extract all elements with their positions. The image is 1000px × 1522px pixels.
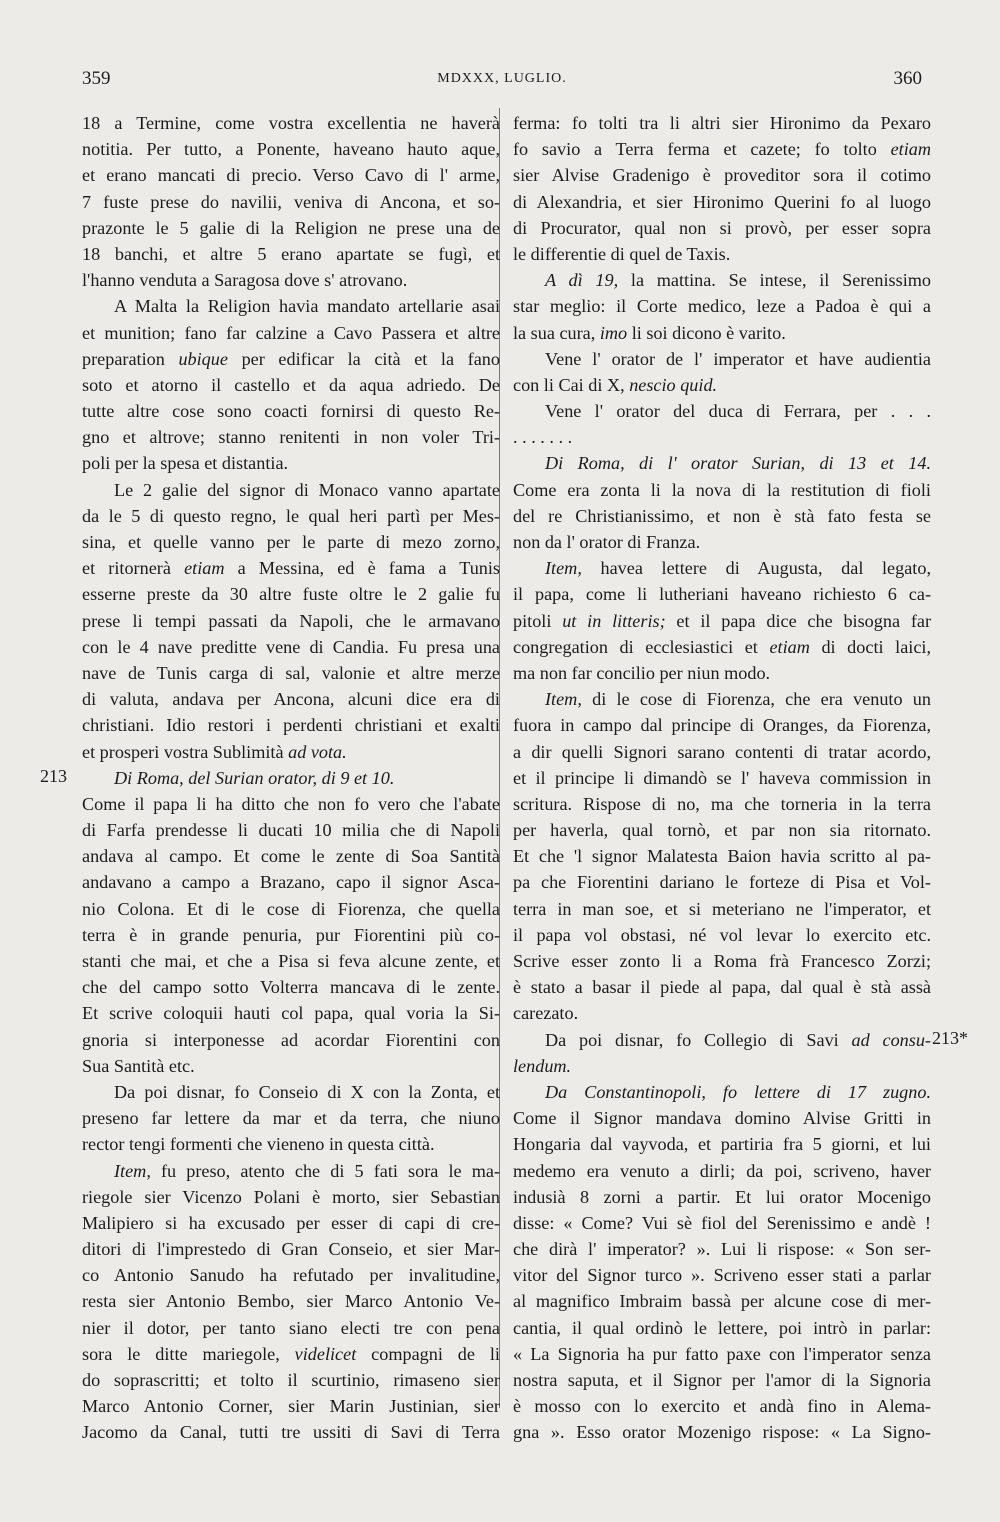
text-line: gna ». Esso orator Mozenigo rispose: « La Signo- bbox=[513, 1422, 931, 1443]
italic-run: Item, bbox=[545, 689, 582, 710]
text-line: riegole sier Vicenzo Polani è morto, sier Sebastian bbox=[82, 1186, 500, 1207]
italic-run: imo bbox=[599, 322, 628, 343]
text-line: a dir quelli Signori sarano contenti di tratar acordo, bbox=[513, 741, 931, 762]
text-line: Jacomo da Canal, tutti tre ussiti di Savi di Terra bbox=[82, 1422, 500, 1443]
text-line: Come il Signor mandava domino Alvise Gritti in bbox=[513, 1108, 931, 1129]
text-line: gnoria si interponesse ad acordar Fiorentini con bbox=[82, 1029, 500, 1050]
text-line: al magnifico Imbraim bassà per alcune cose di mer- bbox=[513, 1291, 931, 1312]
text-line: Et che 'l signor Malatesta Baion havia scritto al pa- bbox=[513, 846, 931, 867]
margin-note-right: 213* bbox=[932, 1028, 968, 1048]
text-run: pitoli bbox=[513, 610, 563, 631]
italic-run: lendum. bbox=[513, 1055, 572, 1076]
italic-run: A dì 19, bbox=[545, 270, 619, 291]
text-line: l'hanno venduta a Saragosa dove s' atrovano. bbox=[82, 270, 408, 291]
text-line: « La Signoria ha pur fatto paxe con l'imperator senza bbox=[513, 1343, 931, 1364]
italic-run: Da Constantinopoli, fo lettere di 17 zugno. bbox=[545, 1081, 931, 1102]
text-line: di valuta, andava per Ancona, alcuni dice era di bbox=[82, 689, 500, 710]
text-run: Da poi disnar, fo Collegio di Savi bbox=[545, 1029, 852, 1050]
text-line bbox=[513, 1027, 931, 1053]
text-line: gno et altrove; stanno renitenti in non voler Tri- bbox=[82, 427, 500, 448]
running-title: MDXXX, LUGLIO. bbox=[437, 71, 567, 86]
text-line: A Malta la Religion havia mandato artellarie asai bbox=[114, 296, 500, 317]
text-line: ditori di l'imprestedo di Gran Conseio, et sier Mar- bbox=[82, 1239, 500, 1260]
text-line bbox=[82, 1341, 500, 1367]
text-line: esserne preste da 30 altre fuste oltre le 2 galie fu bbox=[82, 584, 500, 605]
text-run: et il papa dice che bisogna far bbox=[665, 610, 931, 631]
text-run: per edificar la cità et la fano bbox=[227, 348, 500, 369]
text-line bbox=[82, 739, 500, 765]
text-run: di le cose di Fiorenza, che era venuto un bbox=[581, 689, 931, 710]
text-line bbox=[513, 634, 931, 660]
text-line: fo savio a Terra ferma et cazete; fo tolto etiam bbox=[513, 139, 931, 160]
text-line: prazonte le 5 galie di la Religion ne prese una de bbox=[82, 217, 500, 238]
text-line: Et scrive coloquii hauti col papa, qual voria la Si- bbox=[82, 1003, 500, 1024]
italic-run: Item, bbox=[114, 1160, 151, 1181]
italic-run: ad vota. bbox=[288, 741, 347, 762]
text-line bbox=[82, 1158, 500, 1184]
text-run: di docti laici, bbox=[809, 636, 931, 657]
text-line bbox=[82, 555, 500, 581]
text-line: cantia, il qual ordinò le lettere, poi intrò in parlar: bbox=[513, 1317, 931, 1338]
text-line: Come il papa li ha ditto che non fo vero che l'abate bbox=[82, 793, 500, 814]
text-line: il papa vol obstasi, né vol levar lo exercito etc. bbox=[513, 924, 931, 945]
text-line: per haverla, qual tornò, et par non sia ritornato. bbox=[513, 820, 931, 841]
text-line bbox=[82, 346, 500, 372]
text-line: notitia. Per tutto, a Ponente, haveano hauto aque, bbox=[82, 139, 500, 160]
text-line: nier il dotor, per tanto siano electi tre con pena bbox=[82, 1317, 500, 1338]
text-line: di Procurator, qual non si provò, per esser sopra bbox=[513, 217, 931, 238]
text-line: prese li tempi passati da Napoli, che le armavano bbox=[82, 610, 500, 631]
text-line: nostra saputa, et il Signor per l'amor di la Signoria bbox=[513, 1370, 931, 1390]
text-line: di Farfa prendesse li ducati 10 milia che di Napoli bbox=[82, 820, 500, 841]
right-column bbox=[513, 110, 931, 1446]
text-line: tutte altre cose sono coacti fornirsi di questo Re- bbox=[82, 401, 500, 422]
text-line: Vene l' orator del duca di Ferrara, per . . . bbox=[545, 401, 931, 422]
text-run: li soi dicono è varito. bbox=[627, 322, 786, 343]
text-line: . . . . . . . bbox=[513, 427, 573, 448]
italic-run: ad consu- bbox=[851, 1029, 931, 1050]
italic-run: Item, bbox=[545, 558, 582, 579]
text-run: fu preso, atento che di 5 fati sora le ma- bbox=[150, 1160, 500, 1181]
text-line: nave de Tunis carga di sal, valonie et altre merze bbox=[82, 662, 500, 683]
text-line: Malipiero si ha excusado per esser di capi di cre- bbox=[82, 1212, 500, 1233]
text-line: et erano mancati di precio. Verso Cavo di l' arme, bbox=[82, 165, 500, 186]
text-line: christiani. Idio restori i perdenti christiani et exalti bbox=[82, 715, 500, 736]
text-line: le differentie di quel de Taxis. bbox=[513, 243, 731, 264]
text-line: fuora in campo dal principe di Oranges, da Fiorenza, bbox=[513, 715, 931, 736]
text-line: et il principe li dimandò se l' haveva commission in bbox=[513, 767, 931, 788]
text-line bbox=[513, 320, 931, 346]
text-line: disse: « Come? Vui sè fiol del Serenissimo e andè ! bbox=[513, 1212, 931, 1233]
margin-note-left: 213 bbox=[40, 766, 67, 786]
text-line: vitor del Signor turco ». Scriveno esser stati a parlar bbox=[513, 1265, 931, 1286]
italic-run: etiam bbox=[769, 636, 810, 657]
text-line: preseno far lettere da mar et da terra, che niuno bbox=[82, 1108, 500, 1129]
text-line: Sua Santità etc. bbox=[82, 1055, 195, 1076]
text-line: soto et atorno il castello et da aqua adriedo. De bbox=[82, 374, 500, 395]
page-number-right: 360 bbox=[893, 68, 922, 89]
text-line bbox=[513, 608, 931, 634]
running-header bbox=[82, 68, 922, 98]
text-line: star meglio: il Corte medico, leze a Padoa è qui a bbox=[513, 296, 931, 317]
text-line bbox=[82, 765, 500, 791]
text-line: do soprascritti; et tolto il scurtinio, rimaseno sier bbox=[82, 1370, 500, 1390]
text-line: medemo era venuto a dirli; da poi, scriveno, haver bbox=[513, 1160, 931, 1181]
text-line: con le 4 nave preditte vene di Candia. Fu presa una bbox=[82, 636, 500, 657]
text-run: et ritornerà bbox=[82, 558, 185, 579]
text-line: non da l' orator di Franza. bbox=[513, 532, 701, 552]
text-line bbox=[513, 267, 931, 293]
text-run: compagni de li bbox=[356, 1343, 500, 1364]
text-line bbox=[513, 450, 931, 476]
text-line: rector tengi formenti che vieneno in questa città. bbox=[82, 1134, 435, 1155]
text-line: Vene l' orator de l' imperator et have audientia bbox=[545, 348, 931, 369]
text-run: la mattina. Se intese, il Serenissimo bbox=[618, 270, 931, 291]
italic-run: videlicet bbox=[294, 1343, 357, 1364]
text-line: è stato a basar il piede al papa, dal qual è stà assà bbox=[513, 977, 931, 998]
text-line: ma non far concilio per niun modo. bbox=[513, 662, 771, 683]
text-line: pa che Fiorentini dariano le forteze di Pisa et Vol- bbox=[513, 872, 931, 893]
page-number-left: 359 bbox=[82, 68, 111, 89]
text-line: di Alexandria, et sier Hironimo Querini fo al luogo bbox=[513, 191, 931, 212]
text-line: carezato. bbox=[513, 1003, 579, 1024]
italic-run: etiam bbox=[184, 558, 225, 579]
text-line: 18 banchi, et altre 5 erano apartate se fugì, et bbox=[82, 243, 500, 264]
text-line: terra in man soe, et si meteriano ne l'imperator, et bbox=[513, 898, 931, 919]
text-line bbox=[513, 1053, 931, 1079]
text-line: andava al campo. Et come le zente di Soa Santità bbox=[82, 846, 500, 867]
text-line: resta sier Antonio Bembo, sier Marco Antonio Ve- bbox=[82, 1291, 500, 1312]
text-line: il papa, come li lutheriani haveano richiesto 6 ca- bbox=[513, 584, 931, 605]
text-line: sina, et quelle vanno per le parte di mezo zorno, bbox=[82, 532, 500, 552]
italic-run: ut in litteris; bbox=[562, 610, 666, 631]
text-line: scritura. Rispose di no, ma che torneria in la terra bbox=[513, 793, 931, 814]
text-line bbox=[513, 686, 931, 712]
text-line: poli per la spesa et distantia. bbox=[82, 453, 289, 474]
text-line: nio Colona. Et di le cose di Fiorenza, che quella bbox=[82, 898, 500, 919]
text-line bbox=[513, 555, 931, 581]
text-run: et prosperi vostra Sublimità bbox=[82, 741, 289, 762]
text-line: che dirà l' imperator? ». Lui li rispose: « Son ser- bbox=[513, 1239, 931, 1260]
text-line: Come era zonta li la nova di la restitution di fioli bbox=[513, 479, 931, 500]
text-run: con li Cai di X, bbox=[513, 374, 630, 395]
text-line: 18 a Termine, come vostra excellentia ne haverà bbox=[82, 113, 500, 133]
text-line: ferma: fo tolti tra li altri sier Hironimo da Pexaro bbox=[513, 113, 931, 133]
italic-run: Di Roma, del Surian orator, di 9 et 10. bbox=[114, 767, 395, 788]
text-line: Hongaria dal vayvoda, et partiria fra 5 giorni, et lui bbox=[513, 1134, 931, 1155]
text-line: stanti che mai, et che a Pisa si feva alcune zente, et bbox=[82, 951, 500, 971]
text-line: co Antonio Sanudo ha refutado per invalitudine, bbox=[82, 1265, 500, 1286]
text-line: Da poi disnar, fo Conseio di X con la Zonta, et bbox=[114, 1081, 500, 1102]
text-run: preparation bbox=[82, 348, 179, 369]
italic-run: ubique bbox=[178, 348, 228, 369]
text-line: 7 fuste prese do navilii, veniva di Ancona, et so- bbox=[82, 191, 500, 212]
text-line bbox=[513, 372, 931, 398]
text-line: terra è in grande penuria, pur Fiorentini più co- bbox=[82, 924, 500, 945]
text-line: Le 2 galie del signor di Monaco vanno apartate bbox=[114, 479, 500, 500]
text-line: che del campo sotto Volterra mancava di le zente. bbox=[82, 977, 500, 998]
text-line: et munition; fano far calzine a Cavo Passera et altre bbox=[82, 322, 500, 343]
text-run: sora le ditte mariegole, bbox=[82, 1343, 295, 1364]
text-line bbox=[513, 1079, 931, 1105]
text-line: è mosso con lo exercito et andà fino in Alema- bbox=[513, 1396, 931, 1417]
italic-run: nescio quid. bbox=[629, 374, 718, 395]
text-line: del re Christianissimo, et non è stà fato festa se bbox=[513, 505, 931, 526]
left-column bbox=[82, 110, 500, 1446]
text-line: sier Alvise Gradenigo è proveditor sora il cotimo bbox=[513, 165, 931, 186]
text-line: da le 5 di questo regno, le qual heri partì per Mes- bbox=[82, 505, 500, 526]
text-run: la sua cura, bbox=[513, 322, 600, 343]
text-run: havea lettere di Augusta, dal legato, bbox=[581, 558, 931, 579]
italic-run: Di Roma, di l' orator Surian, di 13 et 14. bbox=[545, 453, 931, 474]
text-run: a Messina, ed è fama a Tunis bbox=[224, 558, 500, 579]
text-run: congregation di ecclesiastici et bbox=[513, 636, 770, 657]
text-line: indusià 8 zorni a partir. Et lui orator Mocenigo bbox=[513, 1186, 931, 1207]
text-line: andavano a campo a Brazano, capo il signor Asca- bbox=[82, 872, 500, 893]
text-line: Marco Antonio Corner, sier Marin Justinian, sier bbox=[82, 1396, 500, 1417]
text-line: Scrive esser zonto li a Roma frà Francesco Zorzi; bbox=[513, 951, 931, 971]
